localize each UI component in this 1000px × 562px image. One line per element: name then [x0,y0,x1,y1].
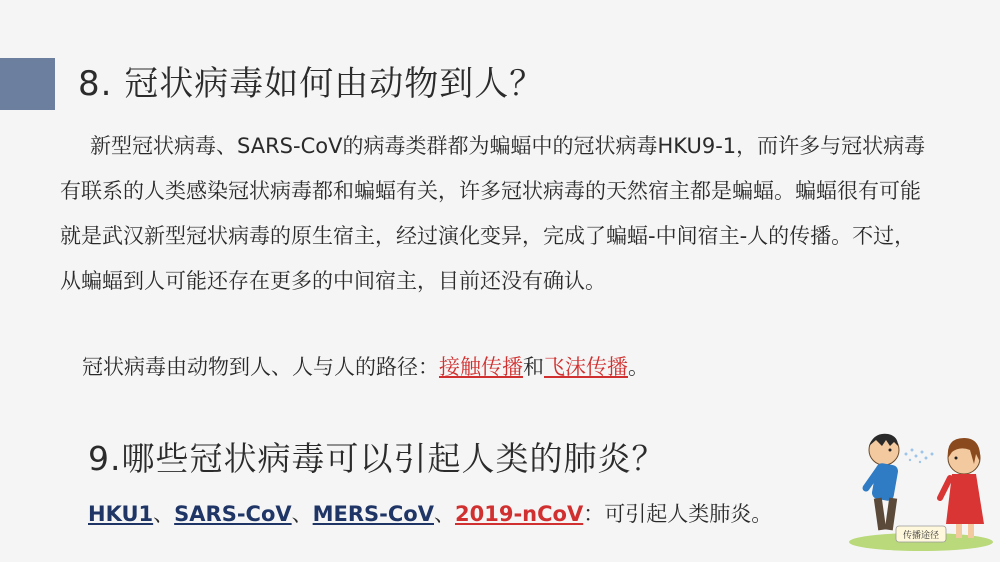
heading-accent-bar [0,58,55,110]
bat-host-paragraph [60,124,932,304]
virus-separator: 、 [434,502,455,526]
route-prefix: 冠状病毒由动物到人、人与人的路径： [82,355,439,379]
droplet-transmission-link[interactable]: 飞沫传播 [544,355,628,379]
route-end: 。 [628,355,649,379]
virus-sars-cov[interactable]: SARS-CoV [174,502,292,526]
virus-list-suffix: ：可引起人类肺炎。 [583,502,773,526]
section-heading-9: 9.哪些冠状病毒可以引起人类的肺炎？ [88,439,666,478]
section-heading-8: 8. 冠状病毒如何由动物到人？ [78,64,545,104]
contact-transmission-link[interactable]: 接触传播 [439,355,523,379]
sneezing-people-illustration [846,428,996,552]
virus-hku1[interactable]: HKU1 [88,502,154,526]
paragraph-text: 新型冠状病毒、SARS-CoV的病毒类群都为蝙蝠中的冠状病毒HKU9-1，而许多与冠状病毒有联系的人类感染冠状病毒都和蝙蝠有关，许多冠状病毒的天然宿主都是蝙蝠。蝙蝠很有可能就是武汉新型冠状病毒的原生宿主，经过演化变异，完成了蝙蝠-中间宿主-人的传播。不过，从蝙蝠到人可能还存在更多的中间宿主，目前还没有确认。 [60,134,926,293]
boy-figure [866,434,899,531]
transmission-route-line [82,347,649,387]
virus-mers-cov[interactable]: MERS-CoV [312,502,434,526]
transmission-illustration [846,428,996,552]
virus-separator: 、 [153,502,175,526]
virus-2019-ncov[interactable]: 2019-nCoV [455,502,584,526]
virus-separator: 、 [291,502,313,526]
illustration-caption: 传播途径 [902,531,940,541]
girl-figure [940,438,984,538]
droplet-spray [905,449,934,464]
pneumonia-virus-list [88,497,772,531]
route-and: 和 [523,355,544,379]
